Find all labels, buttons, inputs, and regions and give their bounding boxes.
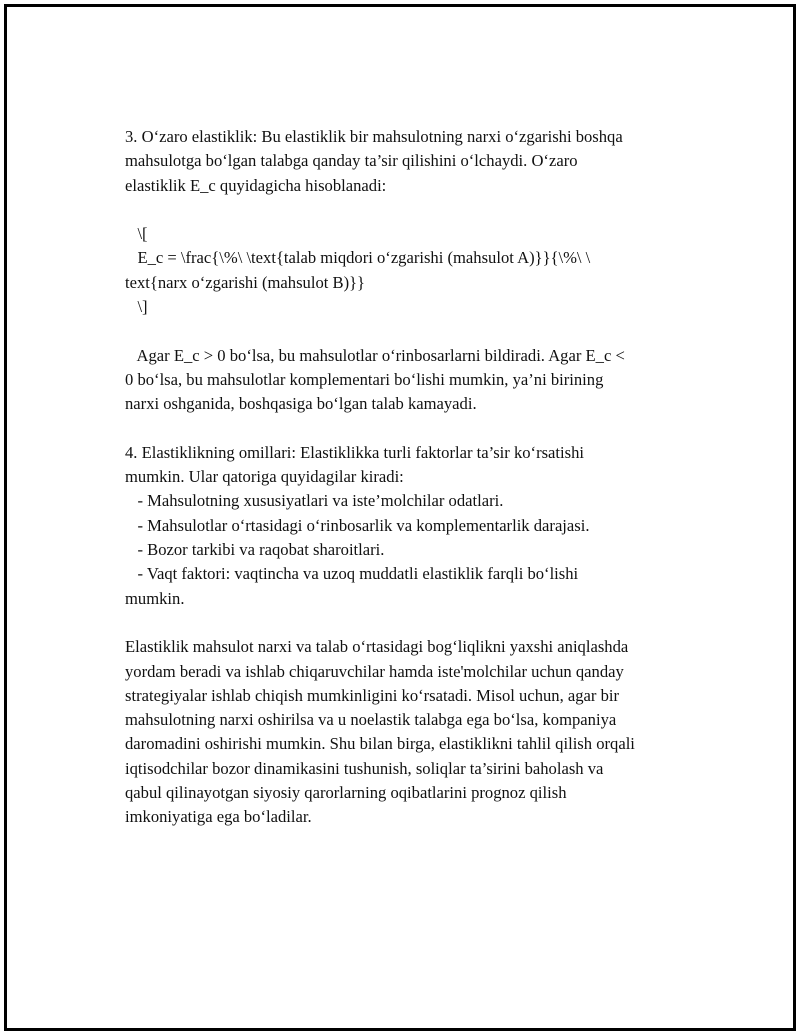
text-line: mumkin. (125, 588, 185, 608)
text-line: Agar E_c > 0 bo‘lsa, bu mahsulotlar o‘rinbosarlarni bildiradi. Agar E_c < (125, 345, 625, 365)
text-line: 4. Elastiklikning omillari: Elastiklikka turli faktorlar ta’sir ko‘rsatishi (125, 442, 585, 462)
page-frame (4, 4, 796, 1031)
text-line: E_c = \frac{\%\ \text{talab miqdori o‘zgarishi (mahsulot A)}}{\%\ \ (125, 248, 591, 268)
text-line: mumkin. Ular qatoriga quyidagilar kiradi: (125, 467, 404, 487)
text-line: strategiyalar ishlab chiqish mumkinligini ko‘rsatadi. Misol uchun, agar bir (125, 685, 620, 705)
text-line: mahsulotning narxi oshirilsa va u noelastik talabga ega bo‘lsa, kompaniya (125, 710, 617, 730)
text-line: - Vaqt faktori: vaqtincha va uzoq muddatli elastiklik farqli bo‘lishi (125, 564, 579, 584)
text-line: qabul qilinayotgan siyosiy qarorlarning oqibatlarini prognoz qilish (125, 783, 567, 803)
text-line (125, 417, 700, 441)
text-line: - Bozor tarkibi va raqobat sharoitlari. (125, 540, 385, 560)
text-line: - Mahsulotning xususiyatlari va iste’molchilar odatlari. (125, 491, 504, 511)
text-line: iqtisodchilar bozor dinamikasini tushunish, soliqlar ta’sirini baholash va (125, 758, 604, 778)
text-line (125, 198, 700, 222)
text-line: yordam beradi va ishlab chiqaruvchilar hamda iste'molchilar uchun qanday (125, 661, 624, 681)
text-line: Elastiklik mahsulot narxi va talab o‘rtasidagi bog‘liqlikni yaxshi aniqlashda (125, 637, 629, 657)
text-line: \[ (125, 224, 148, 244)
text-line: narxi oshganida, boshqasiga bo‘lgan talab kamayadi. (125, 394, 477, 414)
text-line (125, 319, 700, 343)
text-line: - Mahsulotlar o‘rtasidagi o‘rinbosarlik va komplementarlik darajasi. (125, 515, 590, 535)
text-line: 3. O‘zaro elastiklik: Bu elastiklik bir mahsulotning narxi o‘zgarishi boshqa (125, 127, 623, 146)
text-line: elastiklik E_c quyidagicha hisoblanadi: (125, 175, 387, 195)
text-line: text{narx o‘zgarishi (mahsulot B)}} (125, 272, 366, 292)
text-line: imkoniyatiga ega bo‘ladilar. (125, 807, 312, 827)
text-line: mahsulotga bo‘lgan talabga qanday ta’sir qilishini o‘lchaydi. O‘zaro (125, 151, 578, 171)
text-line: 0 bo‘lsa, bu mahsulotlar komplementari bo‘lishi mumkin, ya’ni birining (125, 369, 604, 389)
document-body (125, 125, 700, 830)
text-line (125, 611, 700, 635)
text-line: daromadini oshirishi mumkin. Shu bilan birga, elastiklikni tahlil qilish orqali (125, 734, 635, 754)
text-line: \] (125, 297, 148, 317)
